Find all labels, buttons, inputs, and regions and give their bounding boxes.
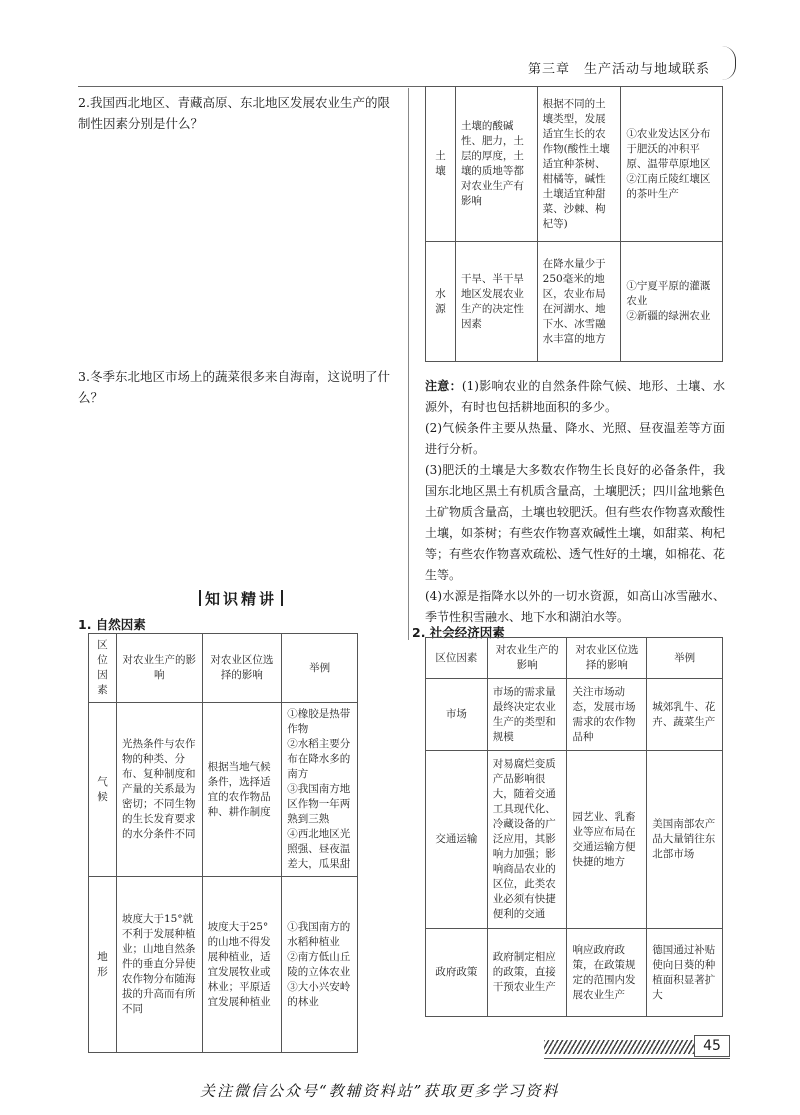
note-label: 注意： [425,379,462,393]
column-header: 区位因素 [89,634,117,703]
table-row [426,242,723,362]
choice-cell: 根据当地气候条件，选择适宜的农作物品种、耕作制度 [202,703,282,877]
factor-cell: 地形 [89,877,117,1053]
table-header-row [89,634,358,703]
choice-cell: 在降水量少于250毫米的地区，农业布局在河湖水、地下水、冰雪融水丰富的地方 [537,242,621,362]
page-number-hatch-ornament [544,1040,694,1054]
factor-cell: 土壤 [426,87,456,242]
choice-cell: 关注市场动态，发展市场需求的农作物品种 [567,679,647,751]
choice-cell: 园艺业、乳畜业等应布局在交通运输方便快捷的地方 [567,751,647,929]
impact-cell: 干旱、半干旱地区发展农业生产的决定性因素 [455,242,537,362]
question-3 [78,366,398,408]
impact-cell: 市场的需求量最终决定农业生产的类型和规模 [487,679,567,751]
note-item: (3)肥沃的土壤是大多数农作物生长良好的必备条件，我国东北地区黑土有机质含量高，土壤肥沃；四川盆地紫色土矿物质含量高，土壤也较肥沃。但有些农作物喜欢酸性土壤，如茶树；有些农作物喜欢碱性土壤，如甜菜、枸杞等；有些农作物喜欢疏松、透气性好的土壤，如棉花、花生等。 [425,463,726,582]
column-header: 对农业区位选择的影响 [202,634,282,703]
example-cell: ①橡胶是热带作物 ②水稻主要分布在降水多的南方 ③我国南方地区作物一年两熟到三熟 ④西北地区光照强、昼夜温差大，瓜果甜 [282,703,358,877]
impact-cell: 土壤的酸碱性、肥力，土层的厚度，土壤的质地等都对农业生产有影响 [455,87,537,242]
impact-cell: 光热条件与农作物的种类、分布、复种制度和产量的关系最为密切；不同生物的生长发育要求的水分条件不同 [116,703,202,877]
example-cell: ①农业发达区分布于肥沃的冲积平原、温带草原地区 ②江南丘陵红壤区的茶叶生产 [621,87,723,242]
impact-cell: 对易腐烂变质产品影响很大，随着交通工具现代化、冷藏设备的广泛应用，其影响力加强；影响商品农业的区位，此类农业必须有快捷便利的交通 [487,751,567,929]
column-header: 举例 [647,638,723,679]
note-item: (4)水源是指降水以外的一切水资源，如高山冰雪融水、季节性积雪融水、地下水和湖泊水等。 [425,589,725,624]
notes-block [425,376,725,628]
impact-cell: 坡度大于15°就不利于发展种植业；山地自然条件的垂直分异使农作物分布随海拔的升高而有所不同 [116,877,202,1053]
table-header-row [426,638,723,679]
footer-rule [544,1058,730,1059]
factor-cell: 政府政策 [426,929,488,1017]
question-2 [78,92,398,134]
factor-cell: 市场 [426,679,488,751]
example-cell: 德国通过补贴使向日葵的种植面积显著扩大 [647,929,723,1017]
example-cell: 城郊乳牛、花卉、蔬菜生产 [647,679,723,751]
header-bracket-ornament [722,46,736,80]
factor-cell: 交通运输 [426,751,488,929]
table-row [426,929,723,1017]
table-row [426,87,723,242]
column-header: 区位因素 [426,638,488,679]
column-divider [408,88,409,640]
section-title: 知识精讲 [195,588,287,609]
question-text: 冬季东北地区市场上的蔬菜很多来自海南，这说明了什么？ [78,369,390,405]
impact-cell: 政府制定相应的政策，直接干预农业生产 [487,929,567,1017]
page-number: 45 [694,1035,730,1057]
choice-cell: 响应政府政策，在政策规定的范围内发展农业生产 [567,929,647,1017]
question-text: 我国西北地区、青藏高原、东北地区发展农业生产的限制性因素分别是什么？ [78,95,390,131]
natural-factors-heading: 1. 自然因素 [78,617,146,632]
example-cell: ①宁夏平原的灌溉农业 ②新疆的绿洲农业 [621,242,723,362]
chapter-header: 第三章 生产活动与地域联系 [528,62,711,77]
column-header: 对农业生产的影响 [116,634,202,703]
footer-watermark-text: 关注微信公众号“教辅资料站”获取更多学习资料 [200,1082,560,1100]
question-number: 2. [78,95,90,110]
note-item: (2)气候条件主要从热量、降水、光照、昼夜温差等方面进行分析。 [425,421,725,456]
question-number: 3. [78,369,90,384]
factor-cell: 气候 [89,703,117,877]
social-factors-heading: 2. 社会经济因素 [412,625,505,640]
social-factors-table [425,637,723,1017]
example-cell: ①我国南方的水稻种植业 ②南方低山丘陵的立体农业 ③大小兴安岭的林业 [282,877,358,1053]
note-item: 注意：(1)影响农业的自然条件除气候、地形、土壤、水源外，有时也包括耕地面积的多少。 [425,379,725,414]
factor-cell: 水源 [426,242,456,362]
table-row [426,679,723,751]
example-cell: 美国南部农产品大量销往东北部市场 [647,751,723,929]
choice-cell: 根据不同的土壤类型，发展适宜生长的农作物(酸性土壤适宜种茶树、柑橘等，碱性土壤适宜种甜菜、沙棘、枸杞等) [537,87,621,242]
soil-water-table [425,86,723,362]
column-header: 对农业生产的影响 [487,638,567,679]
column-header: 对农业区位选择的影响 [567,638,647,679]
natural-factors-table [88,633,358,1053]
table-row [89,703,358,877]
table-row [426,751,723,929]
table-row [89,877,358,1053]
column-header: 举例 [282,634,358,703]
choice-cell: 坡度大于25°的山地不得发展种植业，适宜发展牧业或林业；平原适宜发展种植业 [202,877,282,1053]
